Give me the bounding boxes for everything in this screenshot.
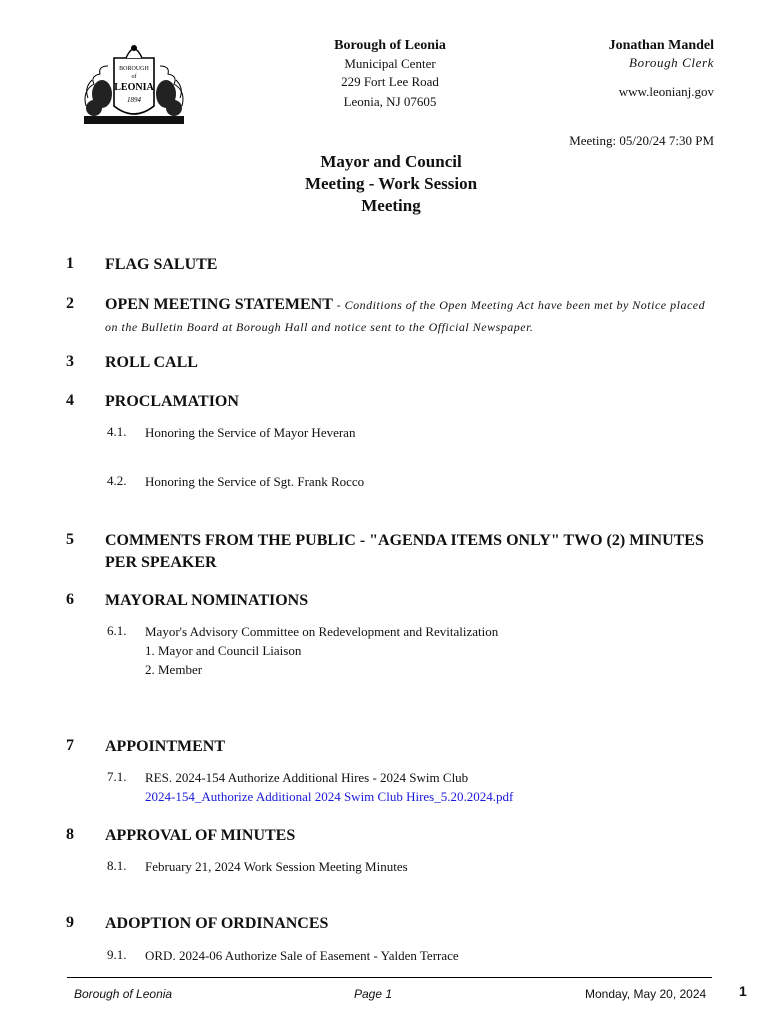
page-title bbox=[260, 151, 522, 217]
meeting-datetime: Meeting: 05/20/24 7:30 PM bbox=[569, 133, 714, 148]
section-number: 9 bbox=[66, 914, 74, 931]
seal-text-borough: BOROUGH bbox=[119, 66, 149, 72]
section-title-flag-salute: FLAG SALUTE bbox=[105, 256, 218, 273]
item-number: 7.1. bbox=[107, 769, 127, 784]
section-number: 5 bbox=[66, 531, 74, 548]
item-number: 9.1. bbox=[107, 947, 127, 962]
header-address-block bbox=[300, 37, 480, 111]
section-number: 3 bbox=[66, 353, 74, 370]
section-title-adoption-ordinances: ADOPTION OF ORDINANCES bbox=[105, 915, 329, 932]
item-text-block bbox=[145, 768, 715, 806]
page-number: 1 bbox=[739, 983, 747, 999]
section-number: 8 bbox=[66, 826, 74, 843]
section-note-open-meeting: - Conditions of the Open Meeting Act have been met by Notice placed on the Bulletin Board at Borough Hall and notice sent to the Official Newspaper. bbox=[105, 298, 706, 334]
title-line3: Meeting bbox=[361, 196, 421, 215]
footer-org: Borough of Leonia bbox=[74, 987, 173, 1001]
section-title-mayoral-nominations: MAYORAL NOMINATIONS bbox=[105, 592, 309, 609]
item-text: ORD. 2024-06 Authorize Sale of Easement - Yalden Terrace bbox=[145, 948, 459, 963]
section-title-proclamation: PROCLAMATION bbox=[105, 393, 239, 410]
clerk-title: Borough Clerk bbox=[629, 55, 714, 70]
footer-divider bbox=[67, 977, 712, 978]
section-title-open-meeting: OPEN MEETING STATEMENT bbox=[105, 296, 333, 313]
footer-page-label: Page 1 bbox=[354, 987, 393, 1001]
seal-text-of: of bbox=[131, 74, 137, 80]
item-subline: 2. Member bbox=[145, 662, 203, 677]
website-link[interactable]: www.leonianj.gov bbox=[618, 84, 714, 99]
section-number: 1 bbox=[66, 255, 74, 272]
borough-seal-logo bbox=[80, 36, 188, 128]
section-number: 4 bbox=[66, 392, 74, 409]
section-title-approval-minutes: APPROVAL OF MINUTES bbox=[105, 827, 296, 844]
section-number: 6 bbox=[66, 591, 74, 608]
header-clerk-block bbox=[520, 37, 714, 100]
item-number: 4.1. bbox=[107, 424, 127, 439]
section-number: 7 bbox=[66, 737, 74, 754]
item-subline: 1. Mayor and Council Liaison bbox=[145, 643, 302, 658]
item-text: RES. 2024-154 Authorize Additional Hires - 2024 Swim Club bbox=[145, 770, 469, 785]
attachment-link[interactable]: 2024-154_Authorize Additional 2024 Swim Club Hires_5.20.2024.pdf bbox=[145, 789, 514, 804]
section-title-roll-call: ROLL CALL bbox=[105, 354, 198, 371]
address-line1: Municipal Center bbox=[344, 56, 436, 71]
item-text-block bbox=[145, 622, 715, 679]
item-number: 4.2. bbox=[107, 473, 127, 488]
address-line2: 229 Fort Lee Road bbox=[341, 74, 439, 89]
item-text: Honoring the Service of Mayor Heveran bbox=[145, 425, 356, 440]
seal-text-year: 1894 bbox=[127, 96, 141, 104]
section-number: 2 bbox=[66, 295, 74, 312]
footer-date: Monday, May 20, 2024 bbox=[585, 987, 707, 1001]
item-text: Mayor's Advisory Committee on Redevelopment and Revitalization bbox=[145, 624, 499, 639]
item-text: Honoring the Service of Sgt. Frank Rocco bbox=[145, 474, 365, 489]
title-line1: Mayor and Council bbox=[320, 152, 462, 171]
item-number: 8.1. bbox=[107, 858, 127, 873]
seal-text-leonia: LEONIA bbox=[114, 82, 154, 93]
section-open-meeting bbox=[105, 294, 715, 338]
clerk-name: Jonathan Mandel bbox=[608, 38, 714, 53]
title-line2: Meeting - Work Session bbox=[304, 174, 478, 193]
address-line3: Leonia, NJ 07605 bbox=[343, 94, 437, 109]
item-text: February 21, 2024 Work Session Meeting Minutes bbox=[145, 859, 408, 874]
section-title-appointment: APPOINTMENT bbox=[105, 738, 225, 755]
org-name: Borough of Leonia bbox=[334, 38, 446, 53]
section-title-public-comments: COMMENTS FROM THE PUBLIC - "AGENDA ITEMS ONLY" TWO (2) MINUTES PER SPEAKER bbox=[105, 532, 704, 571]
item-number: 6.1. bbox=[107, 623, 127, 638]
